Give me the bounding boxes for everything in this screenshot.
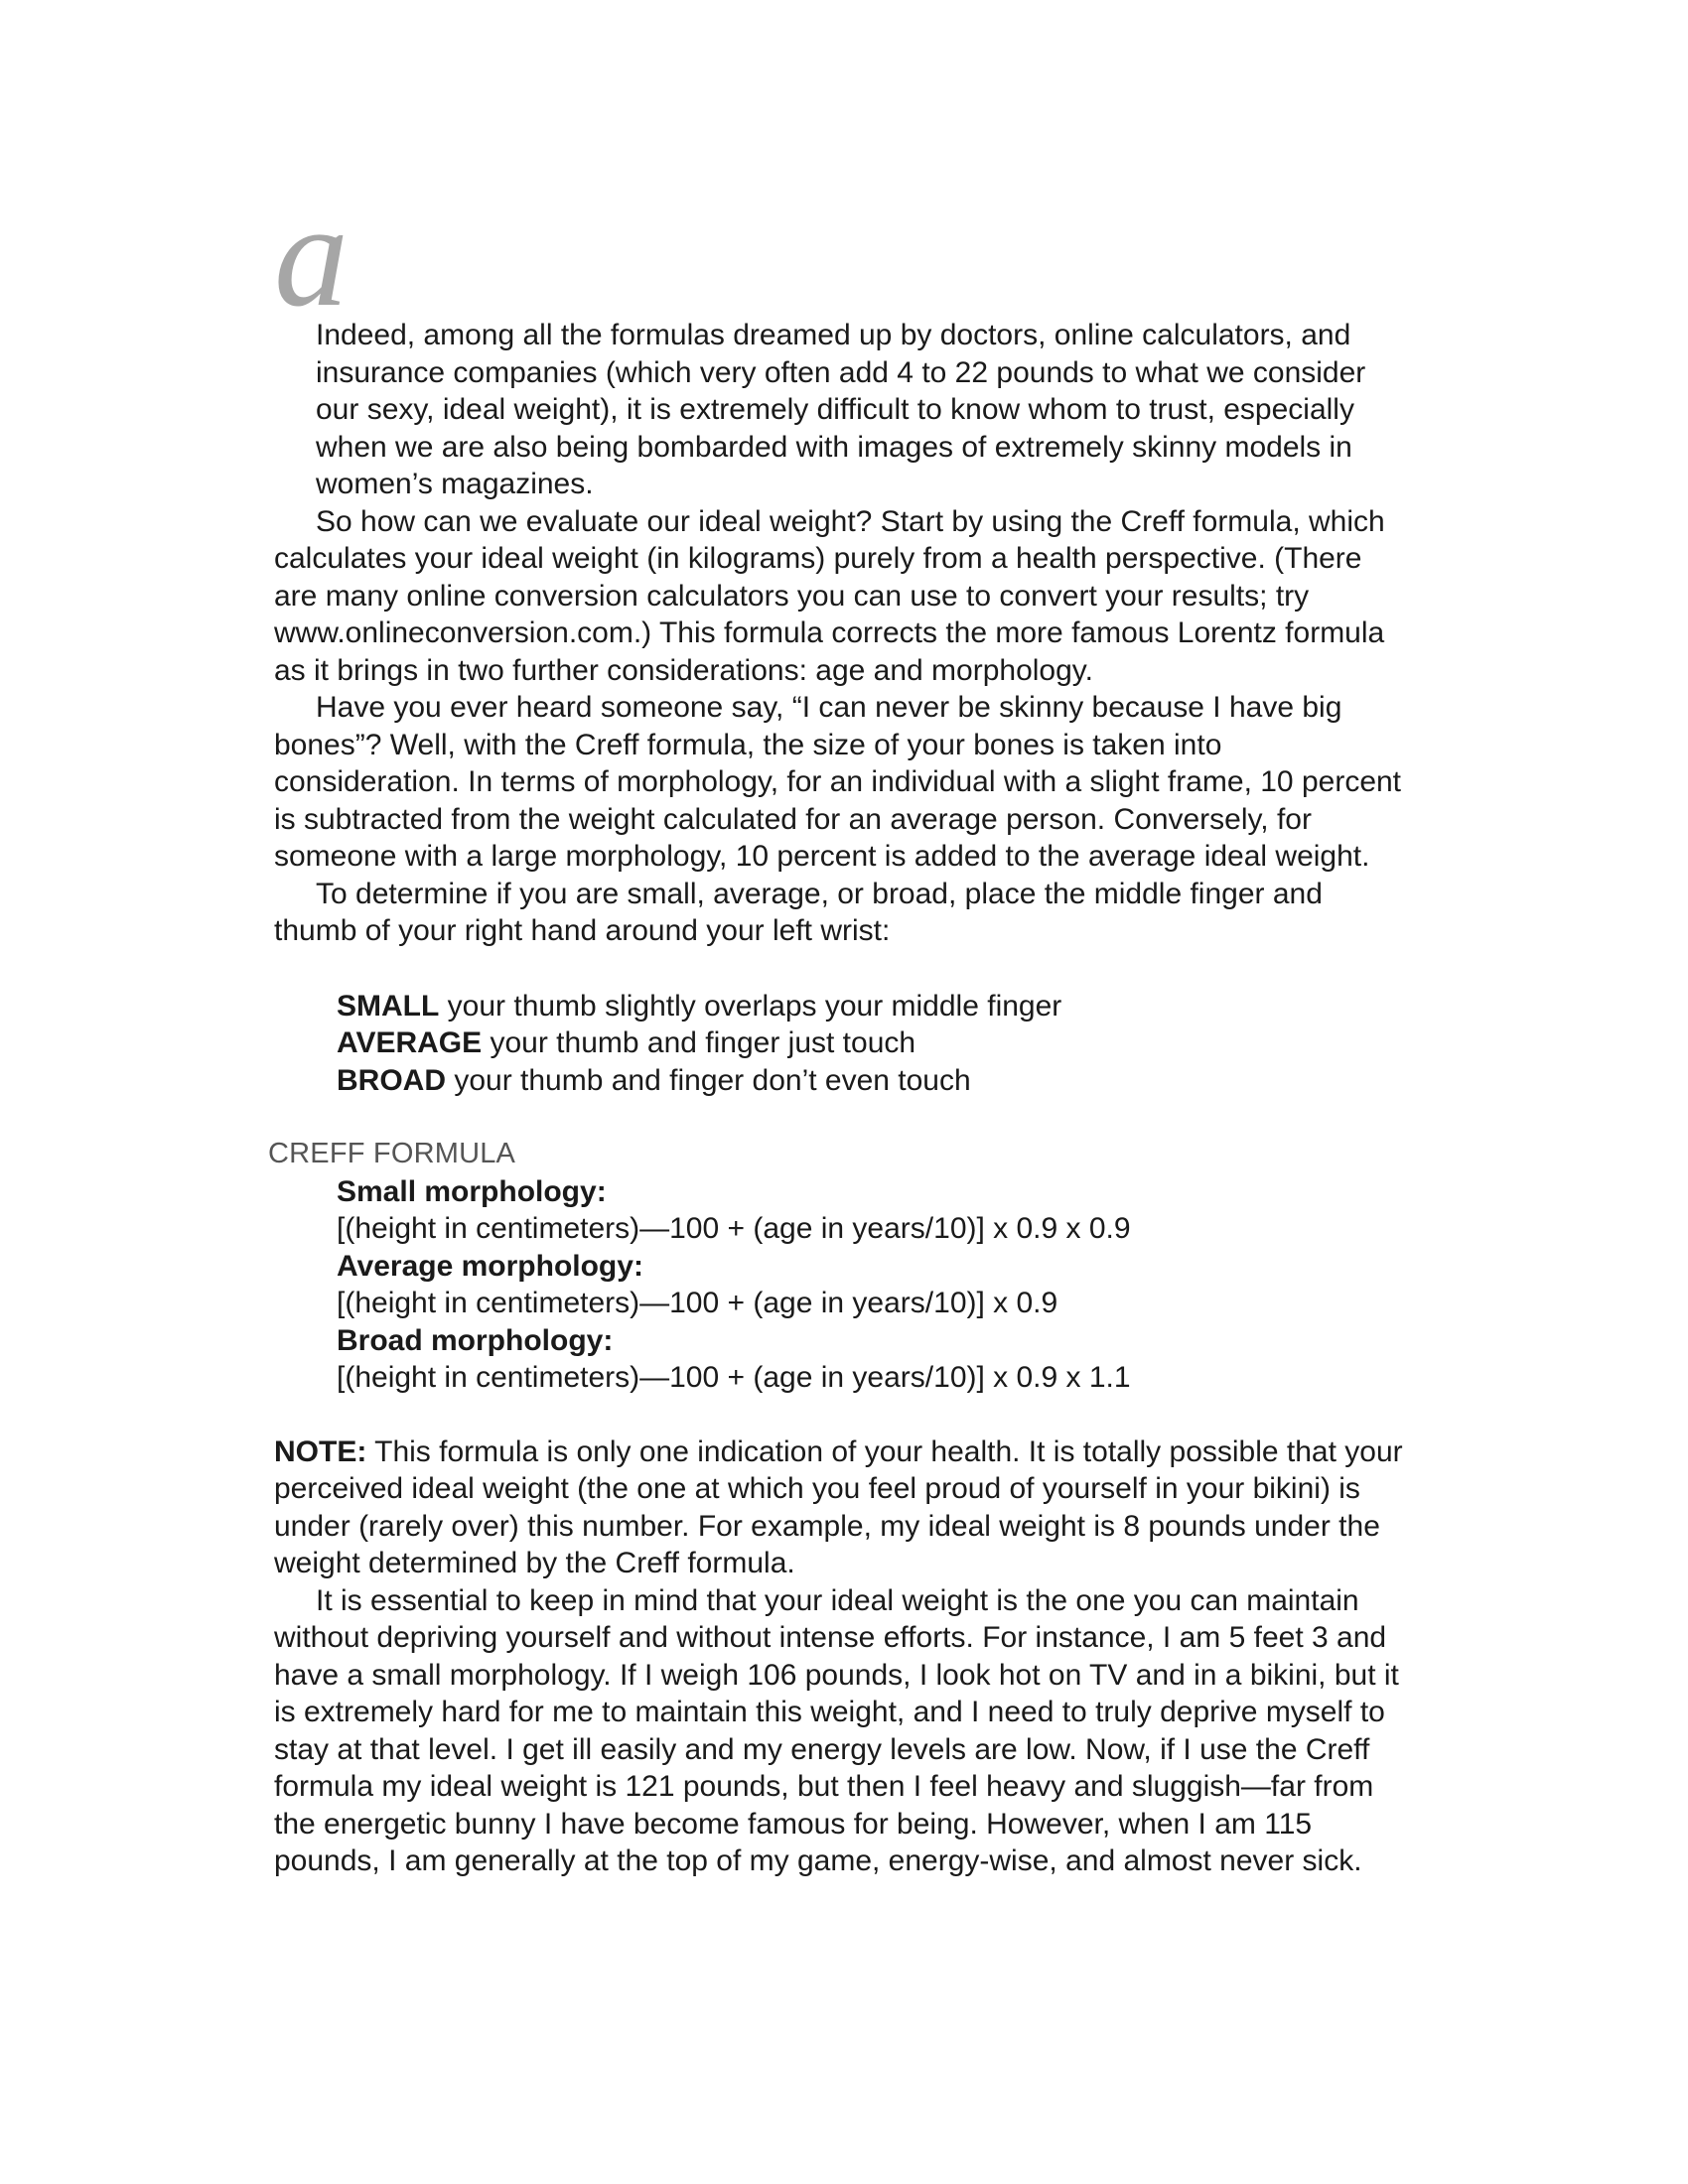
formula-label-broad: Broad morphology: <box>337 1323 614 1357</box>
frame-label: SMALL <box>337 989 440 1023</box>
intro-paragraph <box>274 173 1412 503</box>
frame-size-list <box>274 988 1412 1100</box>
frame-item-small <box>337 988 1412 1025</box>
note-text: This formula is only one indication of your health. It is totally possible that your perceived ideal weight (the one at which you feel proud of yourself in your bikini) is under (rarely over) this number. For example, my ideal weight is 8 pounds under the weight determined by the Creff formula. <box>274 1434 1403 1579</box>
frame-description: your thumb slightly overlaps your middle finger <box>439 989 1062 1023</box>
formula-label-average: Average morphology: <box>337 1249 643 1283</box>
formula-expression-small: [(height in centimeters)—100 + (age in years/10)] x 0.9 x 0.9 <box>337 1212 1131 1245</box>
frame-item-average <box>337 1024 1412 1062</box>
paragraph-creff-intro: So how can we evaluate our ideal weight? Start by using the Creff formula, which calculates your ideal weight (in kilograms) purely from a health perspective. (There are many online conversion calculators you can use to convert your results; try www.onlineconversion.com.) This formula corrects the more famous Lorentz formula as it brings in two further considerations: age and morphology. <box>274 504 1385 687</box>
spacer <box>274 1099 1412 1136</box>
formula-heading: CREFF FORMULA <box>268 1138 516 1169</box>
frame-description: your thumb and finger don’t even touch <box>446 1063 971 1097</box>
spacer <box>274 1397 1412 1433</box>
frame-label: AVERAGE <box>337 1026 483 1059</box>
paragraph-big-bones: Have you ever heard someone say, “I can never be skinny because I have big bones”? Well, with the Creff formula, the size of your bones is taken into consideration. In terms of morphology, for an individual with a slight frame, 10 percent is subtracted from the weight calculated for an average person. Conversely, for someone with a large morphology, 10 percent is added to the average ideal weight. <box>274 691 1402 873</box>
formula-expression-average: [(height in centimeters)—100 + (age in years/10)] x 0.9 <box>337 1287 1058 1319</box>
note-paragraph <box>274 1433 1412 1582</box>
document-body <box>268 173 1412 1880</box>
drop-cap: a <box>274 173 349 338</box>
note-label: NOTE: <box>274 1434 367 1468</box>
spacer <box>274 950 1412 988</box>
paragraph-closing: It is essential to keep in mind that your ideal weight is the one you can maintain without depriving yourself and without intense efforts. For instance, I am 5 feet 3 and have a small morphology. If I weigh 106 pounds, I look hot on TV and in a bikini, but it is extremely hard for me to maintain this weight, and I need to truly deprive myself to stay at that level. I get ill easily and my energy levels are low. Now, if I use the Creff formula my ideal weight is 121 pounds, but then I feel heavy and sluggish—far from the energetic bunny I have become famous for being. However, when I am 115 pounds, I am generally at the top of my game, energy-wise, and almost never sick. <box>274 1583 1399 1877</box>
formula-list <box>274 1173 1412 1397</box>
intro-text: Indeed, among all the formulas dreamed up by doctors, online calculators, and insurance companies (which very often add 4 to 22 pounds to what we consider our sexy, ideal weight), it is extremely difficult to know whom to trust, especially when we are also being bombarded with images of extremely skinny models in women’s magazines. <box>316 319 1366 500</box>
formula-label-small: Small morphology: <box>337 1174 607 1208</box>
paragraph-determine-frame: To determine if you are small, average, or broad, place the middle finger and thumb of your right hand around your left wrist: <box>274 877 1323 947</box>
formula-expression-broad: [(height in centimeters)—100 + (age in years/10)] x 0.9 x 1.1 <box>337 1361 1131 1394</box>
frame-label: BROAD <box>337 1063 446 1097</box>
frame-item-broad <box>337 1062 1412 1100</box>
frame-description: your thumb and finger just touch <box>482 1026 916 1059</box>
